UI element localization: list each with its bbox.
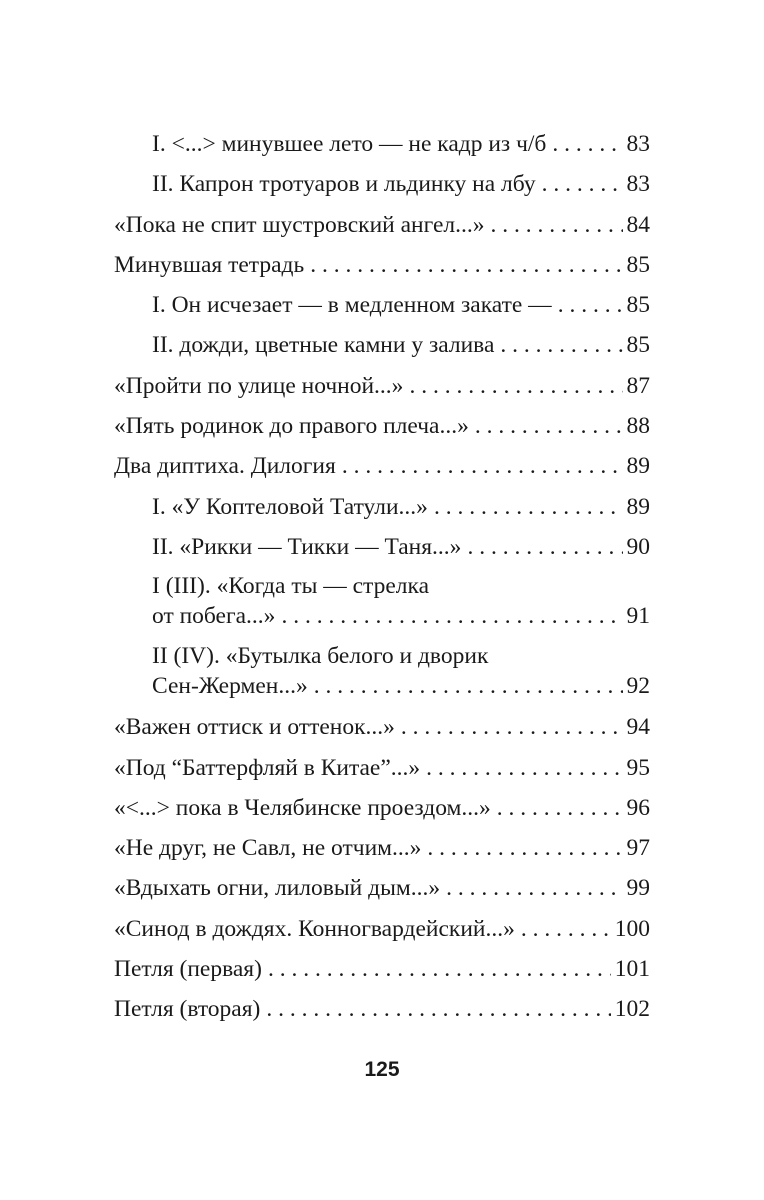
toc-entry-title: II. дожди, цветные камни у залива	[152, 332, 495, 359]
dot-leader	[558, 285, 623, 325]
toc-entry-page: 99	[626, 875, 650, 902]
toc-entry	[114, 245, 650, 285]
dot-leader	[310, 245, 622, 285]
dot-leader	[401, 707, 623, 747]
dot-leader	[521, 909, 611, 949]
toc-entry	[114, 164, 650, 204]
toc-entry	[114, 828, 650, 868]
dot-leader	[467, 527, 622, 567]
toc-entry-page: 85	[626, 251, 650, 278]
toc-entry-page: 97	[626, 835, 650, 862]
dot-leader	[314, 672, 623, 702]
dot-leader	[552, 124, 622, 164]
toc-entry-title: «Пока не спит шустровский ангел...»	[114, 211, 485, 238]
toc-entry-page: 84	[626, 211, 650, 238]
toc-entry	[114, 527, 650, 567]
toc-entry	[114, 205, 650, 245]
toc-entry	[114, 366, 650, 406]
toc-entry-page: 95	[626, 754, 650, 781]
toc-entry	[114, 487, 650, 527]
toc-entry-title: Петля (первая)	[114, 956, 262, 983]
dot-leader	[268, 949, 611, 989]
toc-entry-page: 85	[626, 292, 650, 319]
toc-entry-title-line1: I (III). «Когда ты — стрелка	[152, 573, 430, 600]
toc-entry-title: «Пройти по улице ночной...»	[114, 372, 404, 399]
dot-leader	[427, 828, 622, 868]
toc-entry	[114, 748, 650, 788]
dot-leader	[426, 748, 622, 788]
toc-entry-line2	[152, 672, 650, 702]
table-of-contents	[114, 124, 650, 1030]
toc-entry-title: II. Капрон тротуаров и льдинку на лбу	[152, 171, 536, 198]
toc-entry-line2	[152, 602, 650, 632]
toc-entry-page: 92	[626, 672, 650, 699]
toc-entry-page: 83	[626, 131, 650, 157]
dot-leader	[434, 487, 623, 527]
toc-entry-page: 102	[614, 996, 650, 1023]
toc-entry-title: II. «Рикки — Тикки — Таня...»	[152, 533, 462, 560]
toc-entry-multiline	[114, 567, 650, 637]
toc-entry	[114, 124, 650, 164]
dot-leader	[446, 868, 622, 908]
toc-entry	[114, 909, 650, 949]
toc-entry-page: 87	[626, 372, 650, 399]
toc-entry-page: 91	[626, 602, 650, 629]
toc-entry-title: «Синод в дождях. Конногвардейский...»	[114, 915, 515, 942]
toc-entry-title-line2: от побега...»	[152, 602, 276, 629]
dot-leader	[497, 788, 623, 828]
toc-entry-title: «Вдыхать огни, лиловый дым...»	[114, 875, 441, 902]
dot-leader	[500, 325, 622, 365]
page-number: 125	[364, 1058, 400, 1081]
toc-entry-title: «Важен оттиск и оттенок...»	[114, 714, 395, 741]
toc-entry-multiline	[114, 637, 650, 707]
toc-entry	[114, 949, 650, 989]
toc-entry	[114, 406, 650, 446]
toc-entry-title-line2: Сен-Жермен...»	[152, 672, 308, 699]
toc-entry-title: «Не друг, не Савл, не отчим...»	[114, 835, 422, 862]
toc-entry	[114, 446, 650, 486]
dot-leader	[342, 446, 623, 486]
toc-entry-page: 85	[626, 332, 650, 359]
toc-entry-page: 88	[626, 413, 650, 440]
dot-leader	[409, 366, 622, 406]
toc-entry-title: «Под “Баттерфляй в Китае”...»	[114, 754, 421, 781]
toc-entry-title: Петля (вторая)	[114, 996, 261, 1023]
dot-leader	[475, 406, 623, 446]
toc-entry-page: 96	[626, 794, 650, 821]
toc-entry-page: 101	[614, 956, 650, 983]
toc-entry	[114, 285, 650, 325]
toc-entry-title: Минувшая тетрадь	[114, 251, 305, 278]
toc-entry-page: 89	[626, 493, 650, 520]
toc-entry-title: «Пять родинок до правого плеча...»	[114, 413, 469, 440]
toc-entry	[114, 325, 650, 365]
dot-leader	[490, 205, 622, 245]
dot-leader	[281, 602, 622, 632]
toc-entry	[114, 989, 650, 1029]
toc-entry-title: «<...> пока в Челябинске проездом...»	[114, 794, 491, 821]
toc-entry	[114, 868, 650, 908]
toc-entry-page: 90	[626, 533, 650, 560]
toc-entry-page: 89	[626, 453, 650, 480]
toc-entry-page: 83	[626, 171, 650, 198]
toc-entry-page: 94	[626, 714, 650, 741]
toc-entry-title: I. Он исчезает — в медленном закате —	[152, 292, 552, 319]
toc-entry	[114, 707, 650, 747]
toc-entry-title: I. «У Коптеловой Татули...»	[152, 493, 428, 520]
dot-leader	[266, 989, 610, 1029]
toc-entry	[114, 788, 650, 828]
toc-entry-title: Два диптиха. Дилогия	[114, 453, 336, 480]
toc-entry-title: I. <...> минувшее лето — не кадр из ч/б	[152, 131, 547, 157]
toc-entry-title-line1: II (IV). «Бутылка белого и дворик	[152, 643, 489, 670]
toc-entry-page: 100	[614, 915, 650, 942]
dot-leader	[542, 164, 623, 204]
